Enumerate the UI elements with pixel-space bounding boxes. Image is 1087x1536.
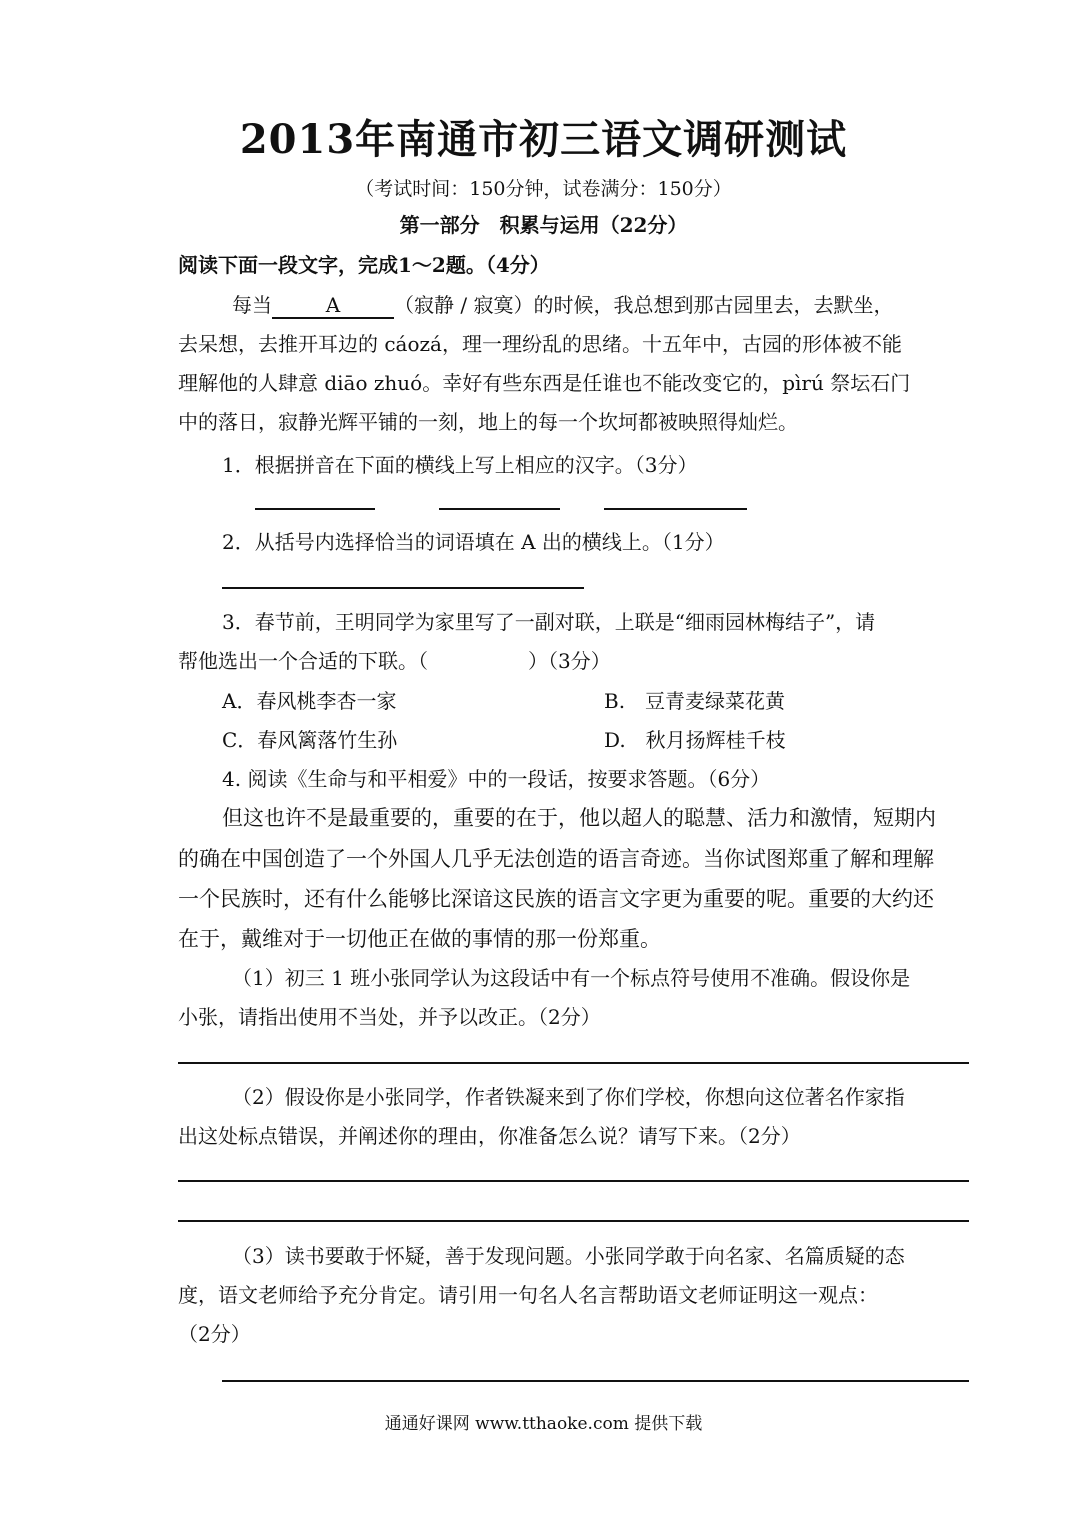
sub-question-1-line-2: 小张，请指出使用不当处，并予以改正。（2分）	[178, 1005, 601, 1029]
option-a[interactable]: A．春风桃李杏一家	[222, 689, 397, 713]
sub-question-3-line-3: （2分）	[178, 1322, 251, 1346]
answer-line-1c[interactable]	[604, 508, 747, 510]
answer-line-2[interactable]	[222, 587, 584, 589]
quote-line-3: 一个民族时，还有什么能够比深谙这民族的语言文字更为重要的呢。重要的大约还	[178, 887, 934, 911]
passage-line-1-post: （寂静 / 寂寞）的时候，我总想到那古园里去，去默坐，	[394, 293, 894, 317]
passage-line-1	[232, 289, 893, 319]
blank-a: A	[272, 293, 394, 319]
sub-question-3-line-2: 度，语文老师给予充分肯定。请引用一句名人名言帮助语文老师证明这一观点：	[178, 1283, 878, 1307]
question-1: 1．根据拼音在下面的横线上写上相应的汉字。（3分）	[222, 453, 698, 477]
answer-line-1a[interactable]	[255, 508, 375, 510]
option-d[interactable]: D. 秋月扬辉桂千枝	[604, 728, 786, 752]
quote-line-4: 在于，戴维对于一切他正在做的事情的那一份郑重。	[178, 927, 661, 951]
sub-question-2-line-2: 出这处标点错误，并阐述你的理由，你准备怎么说？请写下来。（2分）	[178, 1124, 801, 1148]
sub-question-3-line-1: （3）读书要敢于怀疑，善于发现问题。小张同学敢于向名家、名篇质疑的态	[232, 1244, 905, 1268]
passage-line-2: 去呆想，去推开耳边的 cáozá，理一理纷乱的思绪。十五年中，古园的形体被不能	[178, 332, 902, 356]
answer-line-1b[interactable]	[439, 508, 560, 510]
sub-question-2-line-1: （2）假设你是小张同学，作者铁凝来到了你们学校，你想向这位著名作家指	[232, 1085, 905, 1109]
answer-line-4-1[interactable]	[178, 1062, 969, 1064]
option-c[interactable]: C．春风篱落竹生孙	[222, 728, 398, 752]
passage-line-3: 理解他的人肆意 diāo zhuó。幸好有些东西是任谁也不能改变它的，pìrú 祭坛石门	[178, 371, 911, 395]
question-4-stem: 4. 阅读《生命与和平相爱》中的一段话，按要求答题。（6分）	[222, 767, 771, 791]
quote-line-1: 但这也许不是最重要的，重要的在于，他以超人的聪慧、活力和激情，短期内	[222, 806, 936, 830]
option-b[interactable]: B. 豆青麦绿菜花黄	[604, 689, 786, 713]
quote-line-2: 的确在中国创造了一个外国人几乎无法创造的语言奇迹。当你试图郑重了解和理解	[178, 847, 934, 871]
section-heading: 第一部分 积累与运用（22分）	[399, 213, 688, 237]
footer-credit: 通通好课网 www.tthaoke.com 提供下载	[384, 1414, 703, 1434]
answer-line-4-3[interactable]	[222, 1380, 969, 1382]
question-3-line-2: 帮他选出一个合适的下联。（ ）（3分）	[178, 649, 611, 673]
exam-subtitle: （考试时间：150分钟，试卷满分：150分）	[355, 178, 732, 200]
question-2: 2．从括号内选择恰当的词语填在 A 出的横线上。（1分）	[222, 530, 725, 554]
passage-line-4: 中的落日，寂静光辉平铺的一刻，地上的每一个坎坷都被映照得灿烂。	[178, 410, 798, 434]
reading-intro: 阅读下面一段文字，完成1～2题。（4分）	[178, 253, 550, 277]
answer-line-4-2b[interactable]	[178, 1220, 969, 1222]
question-3-line-1: 3．春节前，王明同学为家里写了一副对联，上联是“细雨园林梅结子”，请	[222, 610, 876, 634]
exam-title: 2013年南通市初三语文调研测试	[239, 116, 848, 163]
answer-line-4-2a[interactable]	[178, 1180, 969, 1182]
passage-line-1-pre: 每当	[232, 293, 272, 317]
sub-question-1-line-1: （1）初三 1 班小张同学认为这段话中有一个标点符号使用不准确。假设你是	[232, 966, 911, 990]
